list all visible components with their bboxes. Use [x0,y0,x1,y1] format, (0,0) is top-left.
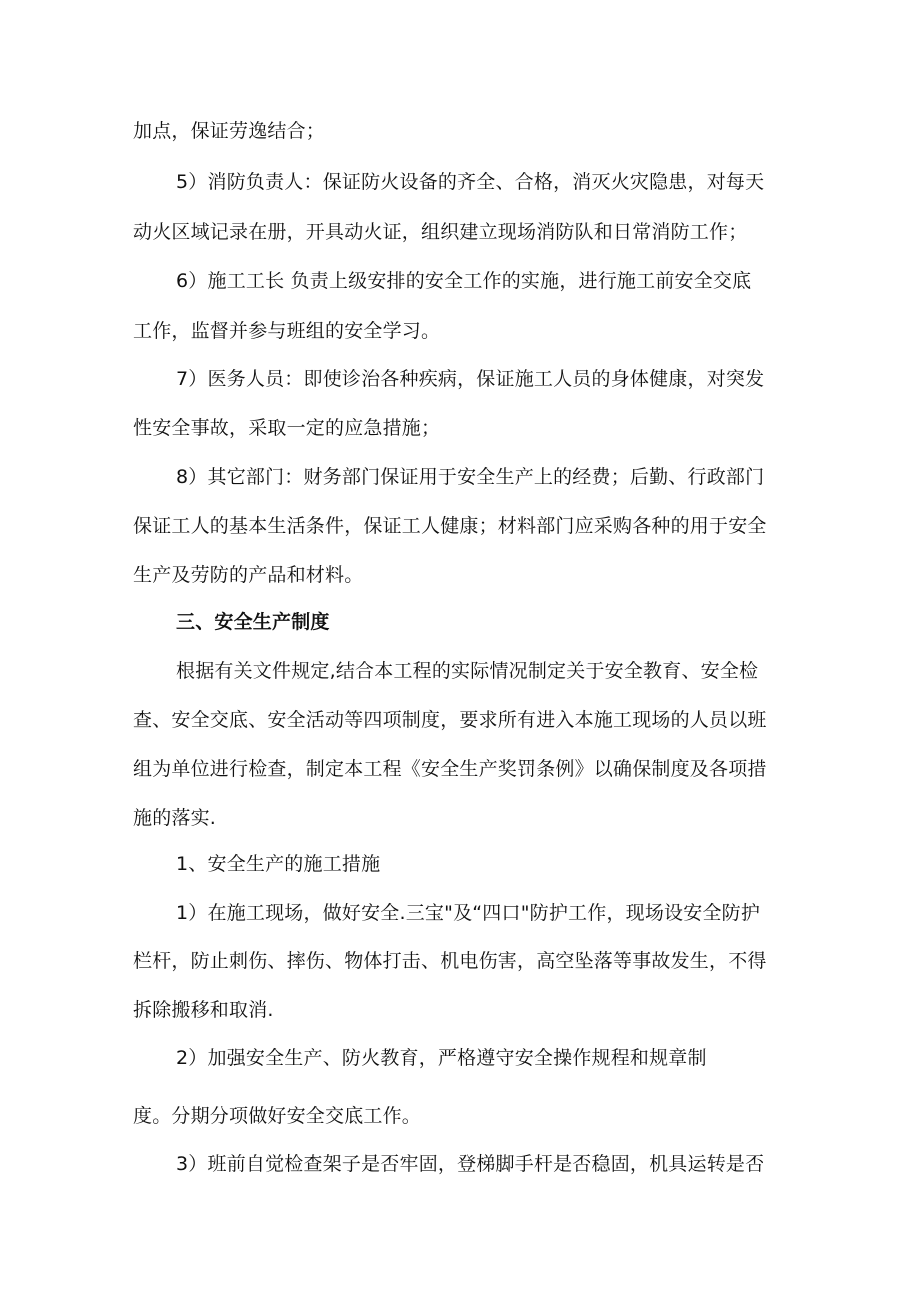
paragraph-line: 工作，监督并参与班组的安全学习。 [133,320,441,342]
paragraph-line: 组为单位进行检查，制定本工程《安全生产奖罚条例》以确保制度及各项措 [133,758,767,780]
paragraph-line: 施的落实. [133,807,217,829]
paragraph-line: 3）班前自觉检查架子是否牢固，登梯脚手杆是否稳固，机具运转是否 [176,1153,765,1175]
paragraph-line: 栏杆，防止刺伤、摔伤、物体打击、机电伤害，高空坠落等事故发生，不得 [133,950,767,972]
paragraph-line: 6）施工工长 负责上级安排的安全工作的实施，进行施工前安全交底 [176,270,752,292]
paragraph-line: 8）其它部门：财务部门保证用于安全生产上的经费；后勤、行政部门 [176,466,765,488]
subsection-heading: 1、安全生产的施工措施 [176,853,381,875]
paragraph-line: 拆除搬移和取消. [133,999,274,1021]
paragraph-line: 查、安全交底、安全活动等四项制度，要求所有进入本施工现场的人员以班 [133,709,767,731]
paragraph-line: 加点，保证劳逸结合； [133,120,326,142]
paragraph-line: 5）消防负责人：保证防火设备的齐全、合格，消灭火灾隐患，对每天 [176,171,765,193]
paragraph-line: 生产及劳防的产品和材料。 [133,564,364,586]
paragraph-line: 根据有关文件规定,结合本工程的实际情况制定关于安全教育、安全检 [176,660,759,682]
paragraph-line: 1）在施工现场，做好安全.三宝"及“四口"防护工作，现场设安全防护 [176,902,761,924]
paragraph-line: 度。分期分项做好安全交底工作。 [133,1105,422,1127]
paragraph-line: 动火区域记录在册，开具动火证，组织建立现场消防队和日常消防工作； [133,221,748,243]
paragraph-line: 保证工人的基本生活条件，保证工人健康；材料部门应采购各种的用于安全 [133,515,767,537]
section-heading: 三、安全生产制度 [176,611,330,633]
paragraph-line: 性安全事故，采取一定的应急措施； [133,417,441,439]
paragraph-line: 2）加强安全生产、防火教育，严格遵守安全操作规程和规章制 [176,1047,707,1069]
paragraph-line: 7）医务人员：即使诊治各种疾病，保证施工人员的身体健康，对突发 [176,368,765,390]
